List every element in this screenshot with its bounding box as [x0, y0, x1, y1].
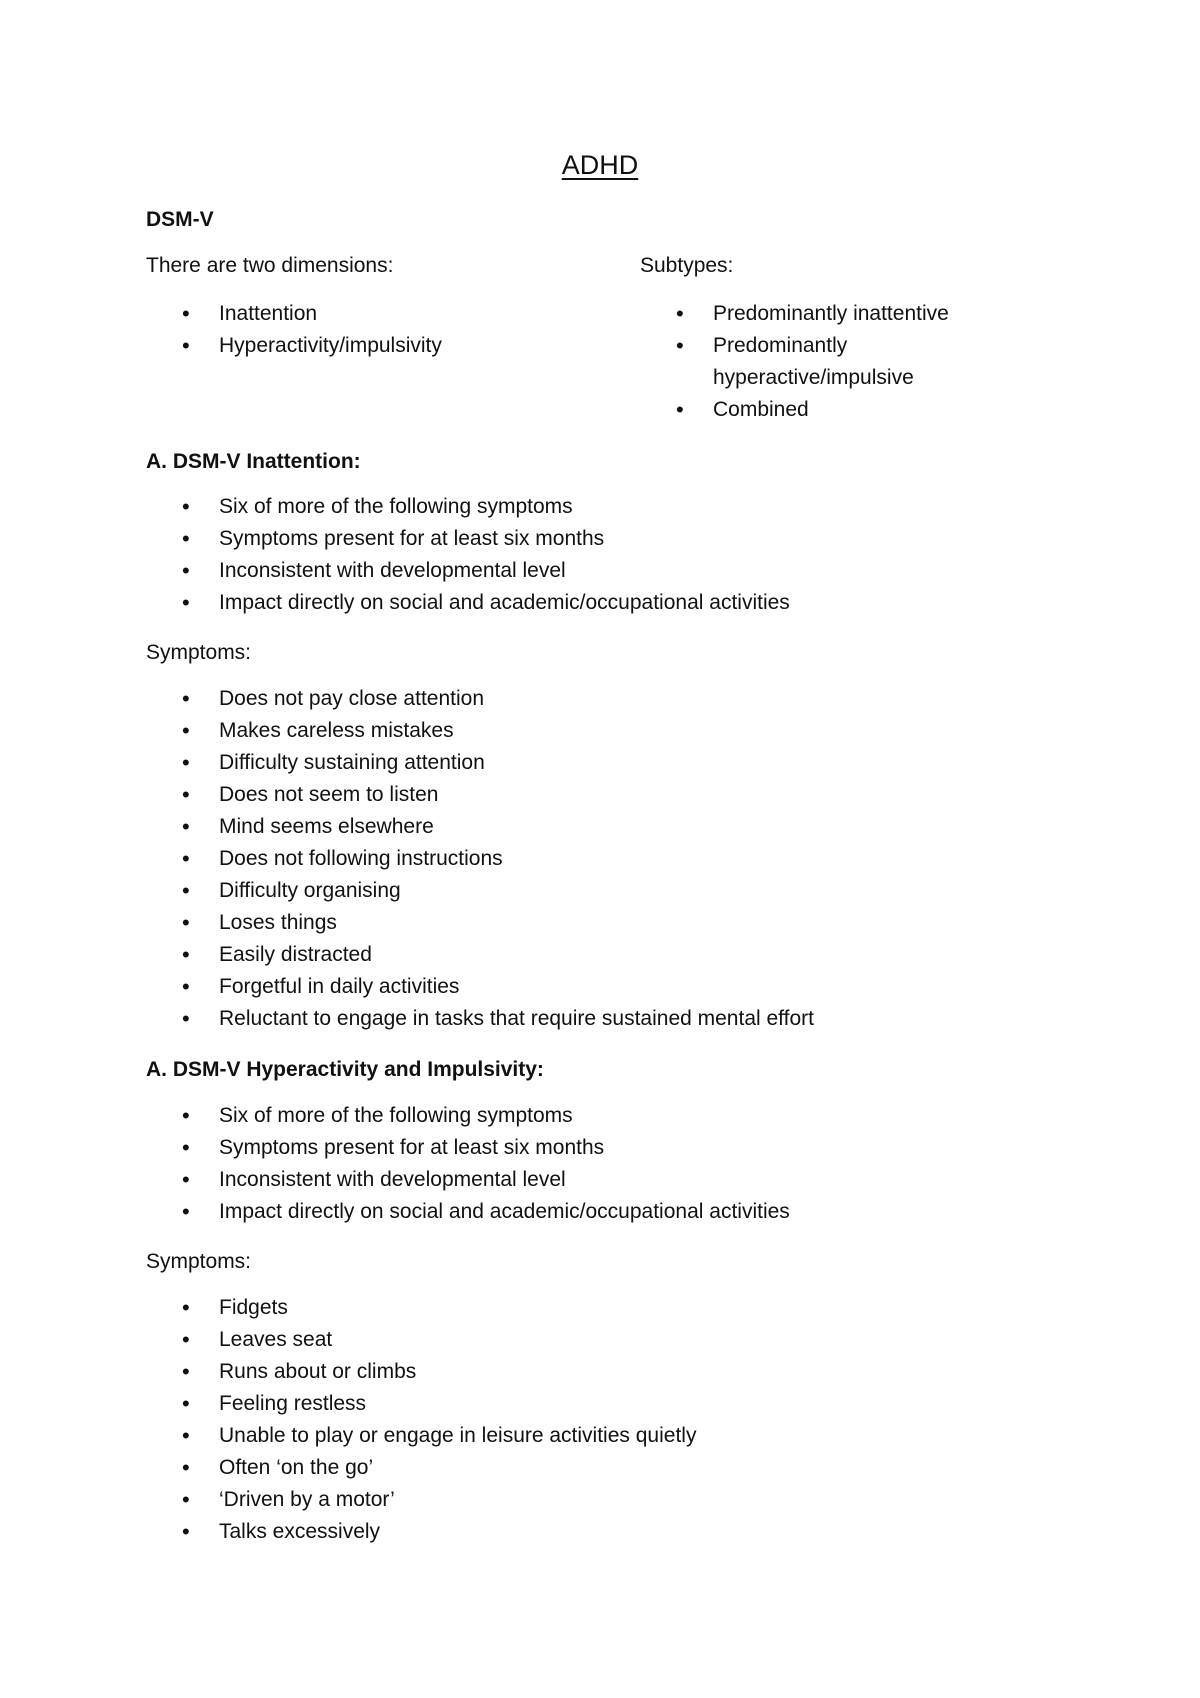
hyperactivity-criteria-list	[146, 1100, 1046, 1228]
list-item: • Fidgets	[146, 1292, 1046, 1324]
hyperactivity-heading: A. DSM-V Hyperactivity and Impulsivity:	[146, 1058, 544, 1081]
list-item: • Inconsistent with developmental level	[146, 555, 1046, 587]
document-title: ADHD	[561, 150, 639, 180]
list-item: • Does not seem to listen	[146, 779, 1046, 811]
list-item: • Six of more of the following symptoms	[146, 1100, 1046, 1132]
list-item: • Leaves seat	[146, 1324, 1046, 1356]
list-item: • Runs about or climbs	[146, 1356, 1046, 1388]
dimensions-list	[146, 298, 706, 362]
hyperactivity-symptoms-heading: Symptoms:	[146, 1250, 252, 1273]
list-item: • Feeling restless	[146, 1388, 1046, 1420]
list-item: • Loses things	[146, 907, 1046, 939]
list-item: • Inattention	[146, 298, 706, 330]
subtypes-list	[640, 298, 970, 426]
list-item: • Unable to play or engage in leisure activities quietly	[146, 1420, 1046, 1452]
list-item: • Often ‘on the go’	[146, 1452, 1046, 1484]
list-item: • Makes careless mistakes	[146, 715, 1046, 747]
list-item: • Six of more of the following symptoms	[146, 491, 1046, 523]
list-item: • Mind seems elsewhere	[146, 811, 1046, 843]
hyperactivity-symptoms-list	[146, 1292, 1046, 1548]
list-item: • Symptoms present for at least six months	[146, 523, 1046, 555]
dsm-label: DSM-V	[146, 208, 214, 231]
list-item: • Forgetful in daily activities	[146, 971, 1046, 1003]
list-item: • Predominantly inattentive	[640, 298, 970, 330]
list-item: • Combined	[640, 394, 970, 426]
list-item: • Reluctant to engage in tasks that require sustained mental effort	[146, 1003, 1046, 1035]
list-item: • Easily distracted	[146, 939, 1046, 971]
list-item: • Impact directly on social and academic/occupational activities	[146, 1196, 1046, 1228]
inattention-symptoms-heading: Symptoms:	[146, 641, 252, 664]
list-item: • Predominantly hyperactive/impulsive	[640, 330, 970, 394]
subtypes-heading: Subtypes:	[640, 254, 734, 277]
list-item: • ‘Driven by a motor’	[146, 1484, 1046, 1516]
list-item: • Impact directly on social and academic/occupational activities	[146, 587, 1046, 619]
list-item: • Difficulty organising	[146, 875, 1046, 907]
list-item: • Inconsistent with developmental level	[146, 1164, 1046, 1196]
list-item: • Symptoms present for at least six months	[146, 1132, 1046, 1164]
inattention-heading: A. DSM-V Inattention:	[146, 450, 361, 473]
list-item: • Difficulty sustaining attention	[146, 747, 1046, 779]
list-item: • Does not pay close attention	[146, 683, 1046, 715]
inattention-symptoms-list	[146, 683, 1046, 1035]
list-item: • Talks excessively	[146, 1516, 1046, 1548]
dimensions-heading: There are two dimensions:	[146, 254, 394, 277]
list-item: • Hyperactivity/impulsivity	[146, 330, 706, 362]
inattention-criteria-list	[146, 491, 1046, 619]
list-item: • Does not following instructions	[146, 843, 1046, 875]
